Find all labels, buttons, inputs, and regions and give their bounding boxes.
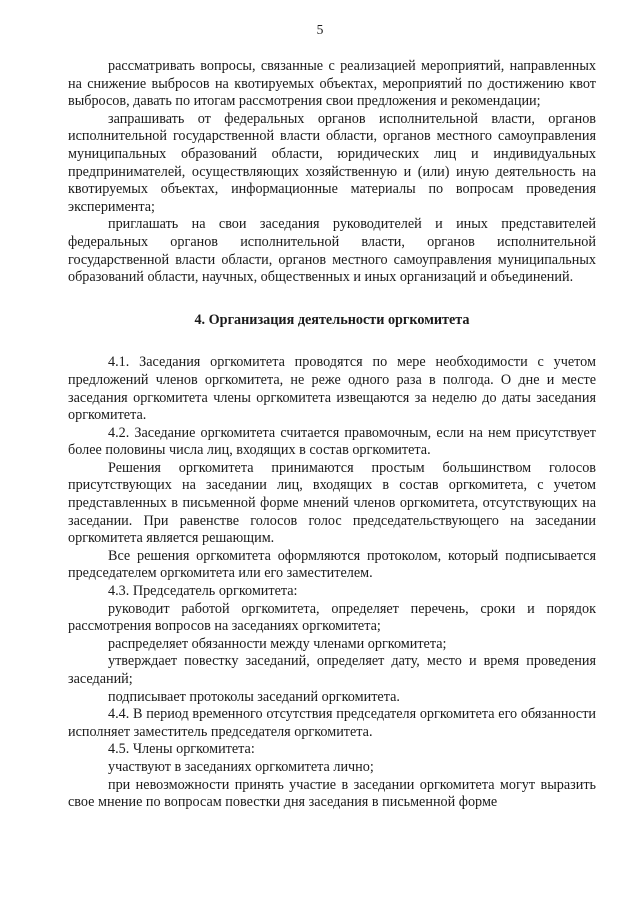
paragraph: запрашивать от федеральных органов исполнительной власти, органов исполнительной государственной власти области, органов местного самоуправления муниципальных образований области, юридических лиц и индивидуальных предпринимателей, осуществляющих хозяйственную и (или) иную деятельность на квотируемых объектах, информационные материалы по вопросам проведения эксперимента; <box>68 110 596 215</box>
page-number: 5 <box>316 22 324 37</box>
paragraph: подписывает протоколы заседаний оргкомитета. <box>108 688 400 705</box>
paragraph: участвуют в заседаниях оргкомитета лично; <box>108 758 374 775</box>
document-body <box>68 58 596 812</box>
paragraph: приглашать на свои заседания руководителей и иных представителей федеральных органов исполнительной власти, органов исполнительной государственной власти области, органов местного самоуправления муниципальных образований области, научных, общественных и иных организаций и объединений. <box>68 216 596 286</box>
paragraph: 4.5. Члены оргкомитета: <box>108 741 255 758</box>
paragraph: 4.1. Заседания оргкомитета проводятся по мере необходимости с учетом предложений членов оргкомитета, не реже одного раза в полгода. О дне и месте заседания оргкомитета члены оргкомитета извещаются за неделю до даты заседания оргкомитета. <box>68 354 596 424</box>
paragraph: Все решения оргкомитета оформляются протоколом, который подписывается председателем оргкомитета или его заместителем. <box>68 547 596 582</box>
paragraph: руководит работой оргкомитета, определяет перечень, сроки и порядок рассмотрения вопросов на заседаниях оргкомитета; <box>68 600 596 635</box>
paragraph: при невозможности принять участие в заседании оргкомитета могут выразить свое мнение по вопросам повестки дня заседания в письменной форме <box>68 776 596 811</box>
paragraph: Решения оргкомитета принимаются простым большинством голосов присутствующих на заседании лиц, входящих в состав оргкомитета, с учетом представленных в письменной форме мнений членов оргкомитета, отсутствующих на заседании. При равенстве голосов голос председательствующего на заседании оргкомитета является решающим. <box>68 459 596 547</box>
paragraph: 4.4. В период временного отсутствия председателя оргкомитета его обязанности исполняет заместитель председателя оргкомитета. <box>68 706 596 740</box>
paragraph: рассматривать вопросы, связанные с реализацией мероприятий, направленных на снижение выбросов на квотируемых объектах, мероприятий по достижению квот выбросов, давать по итогам рассмотрения свои предложения и рекомендации; <box>68 58 596 110</box>
section-heading: 4. Организация деятельности оргкомитета <box>194 311 470 328</box>
paragraph: распределяет обязанности между членами оргкомитета; <box>108 635 447 652</box>
paragraph: 4.3. Председатель оргкомитета: <box>108 583 298 600</box>
paragraph: 4.2. Заседание оргкомитета считается правомочным, если на нем присутствует более половины числа лиц, входящих в состав оргкомитета. <box>68 424 596 459</box>
paragraph: утверждает повестку заседаний, определяет дату, место и время проведения заседаний; <box>68 653 596 687</box>
